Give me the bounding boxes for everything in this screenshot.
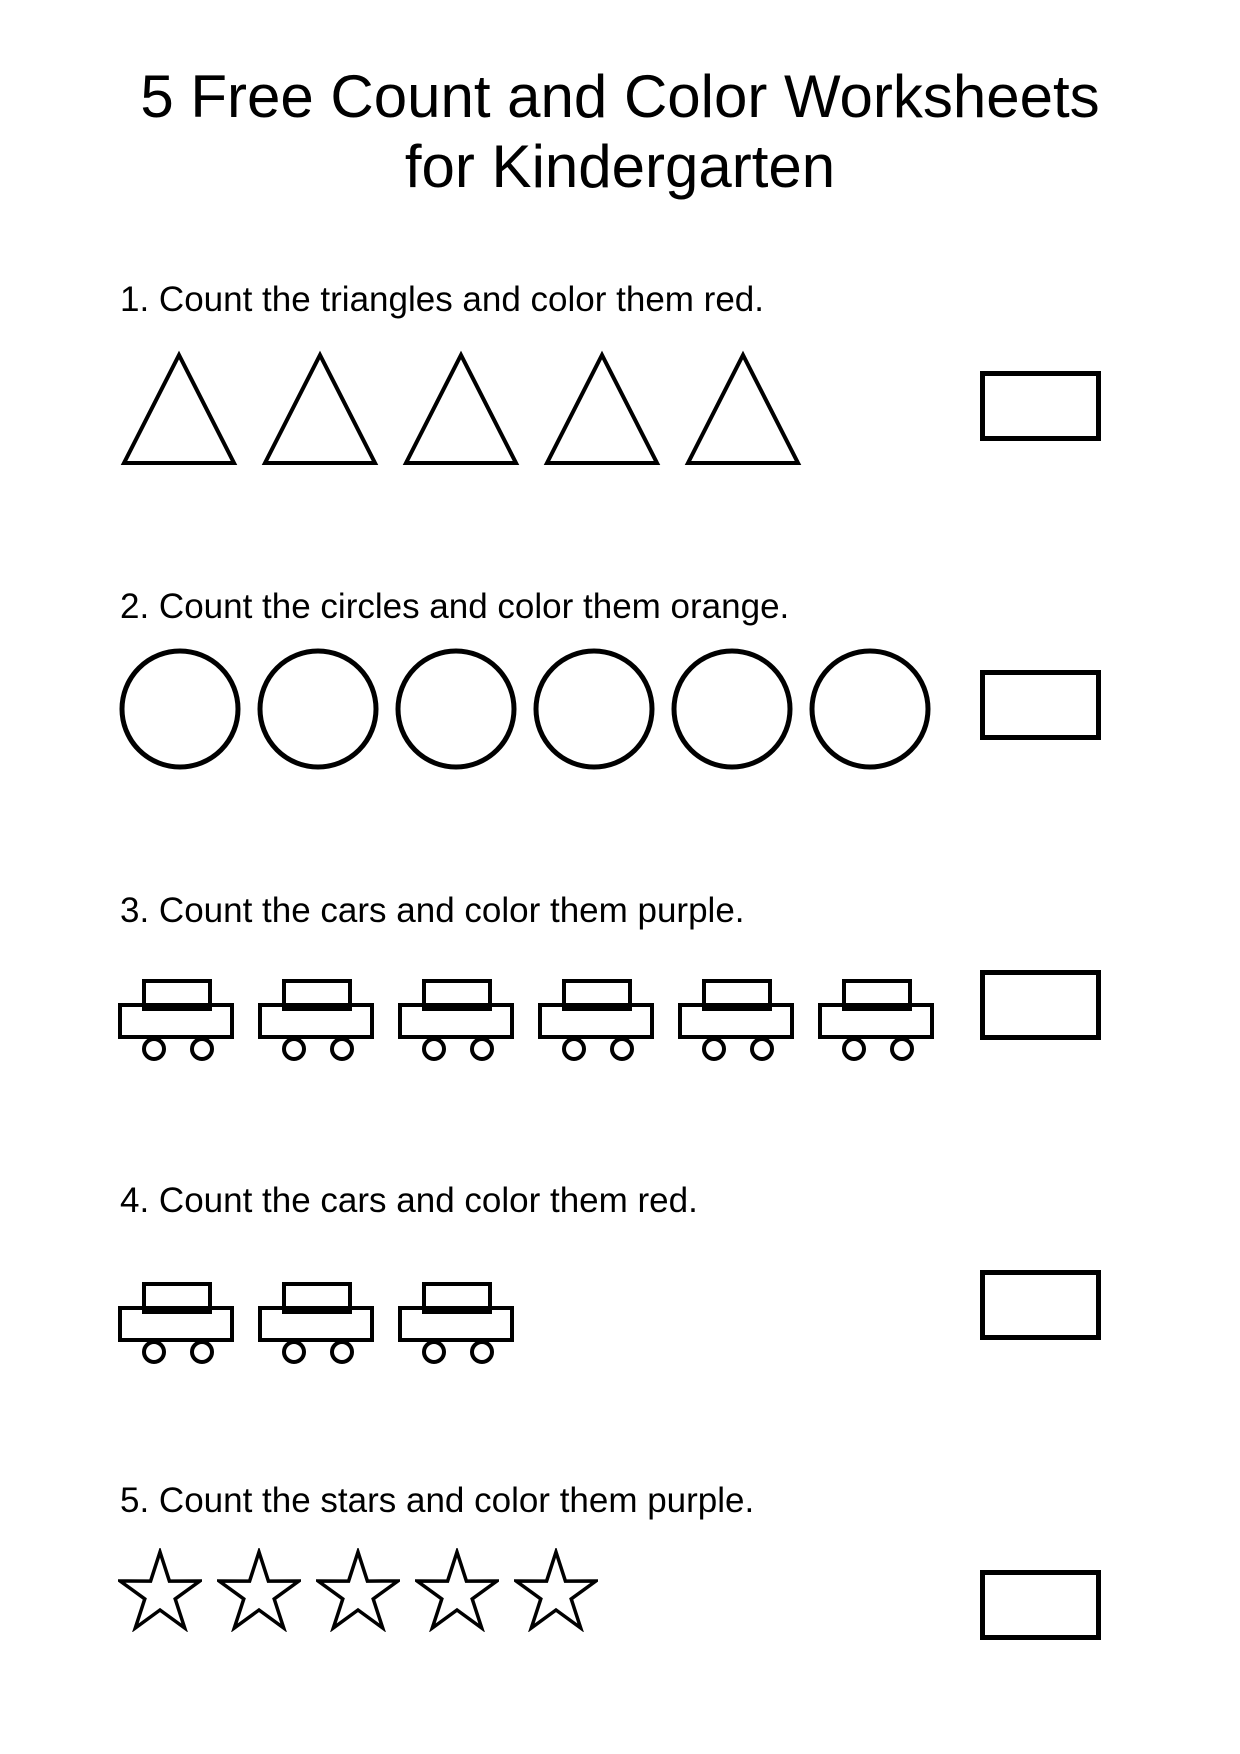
star-shape: [514, 1548, 598, 1632]
question-3-shape-row: [118, 979, 934, 1063]
question-2-answer-box[interactable]: [980, 670, 1101, 740]
page-title: [0, 62, 1240, 202]
question-5-shape-row: [118, 1548, 598, 1632]
question-1-answer-box[interactable]: [980, 371, 1101, 441]
triangle-shape: [684, 350, 802, 468]
star-shape: [118, 1548, 202, 1632]
triangle-shape: [120, 350, 238, 468]
circle-shape: [671, 648, 793, 770]
car-shape: [258, 979, 374, 1063]
question-1-text: 1. Count the triangles and color them red.: [120, 280, 764, 319]
star-shape: [415, 1548, 499, 1632]
circle-shape: [257, 648, 379, 770]
question-3-answer-box[interactable]: [980, 970, 1101, 1040]
question-5-text: 5. Count the stars and color them purple.: [120, 1481, 755, 1520]
question-1-shape-row: [120, 350, 802, 468]
car-shape: [678, 979, 794, 1063]
question-2-shape-row: [119, 648, 931, 770]
question-4-answer-box[interactable]: [980, 1270, 1101, 1340]
car-shape: [398, 1282, 514, 1366]
question-3-text: 3. Count the cars and color them purple.: [120, 891, 745, 930]
question-5-answer-box[interactable]: [980, 1570, 1101, 1640]
circle-shape: [533, 648, 655, 770]
triangle-shape: [402, 350, 520, 468]
car-shape: [118, 1282, 234, 1366]
car-shape: [258, 1282, 374, 1366]
title-line-1: 5 Free Count and Color Worksheets: [140, 63, 1100, 130]
title-line-2: for Kindergarten: [404, 133, 836, 200]
car-shape: [118, 979, 234, 1063]
star-shape: [316, 1548, 400, 1632]
triangle-shape: [261, 350, 379, 468]
car-shape: [538, 979, 654, 1063]
car-shape: [818, 979, 934, 1063]
star-shape: [217, 1548, 301, 1632]
circle-shape: [809, 648, 931, 770]
car-shape: [398, 979, 514, 1063]
triangle-shape: [543, 350, 661, 468]
question-2-text: 2. Count the circles and color them orange.: [120, 587, 790, 626]
circle-shape: [395, 648, 517, 770]
question-4-shape-row: [118, 1282, 514, 1366]
question-4-text: 4. Count the cars and color them red.: [120, 1181, 698, 1220]
circle-shape: [119, 648, 241, 770]
